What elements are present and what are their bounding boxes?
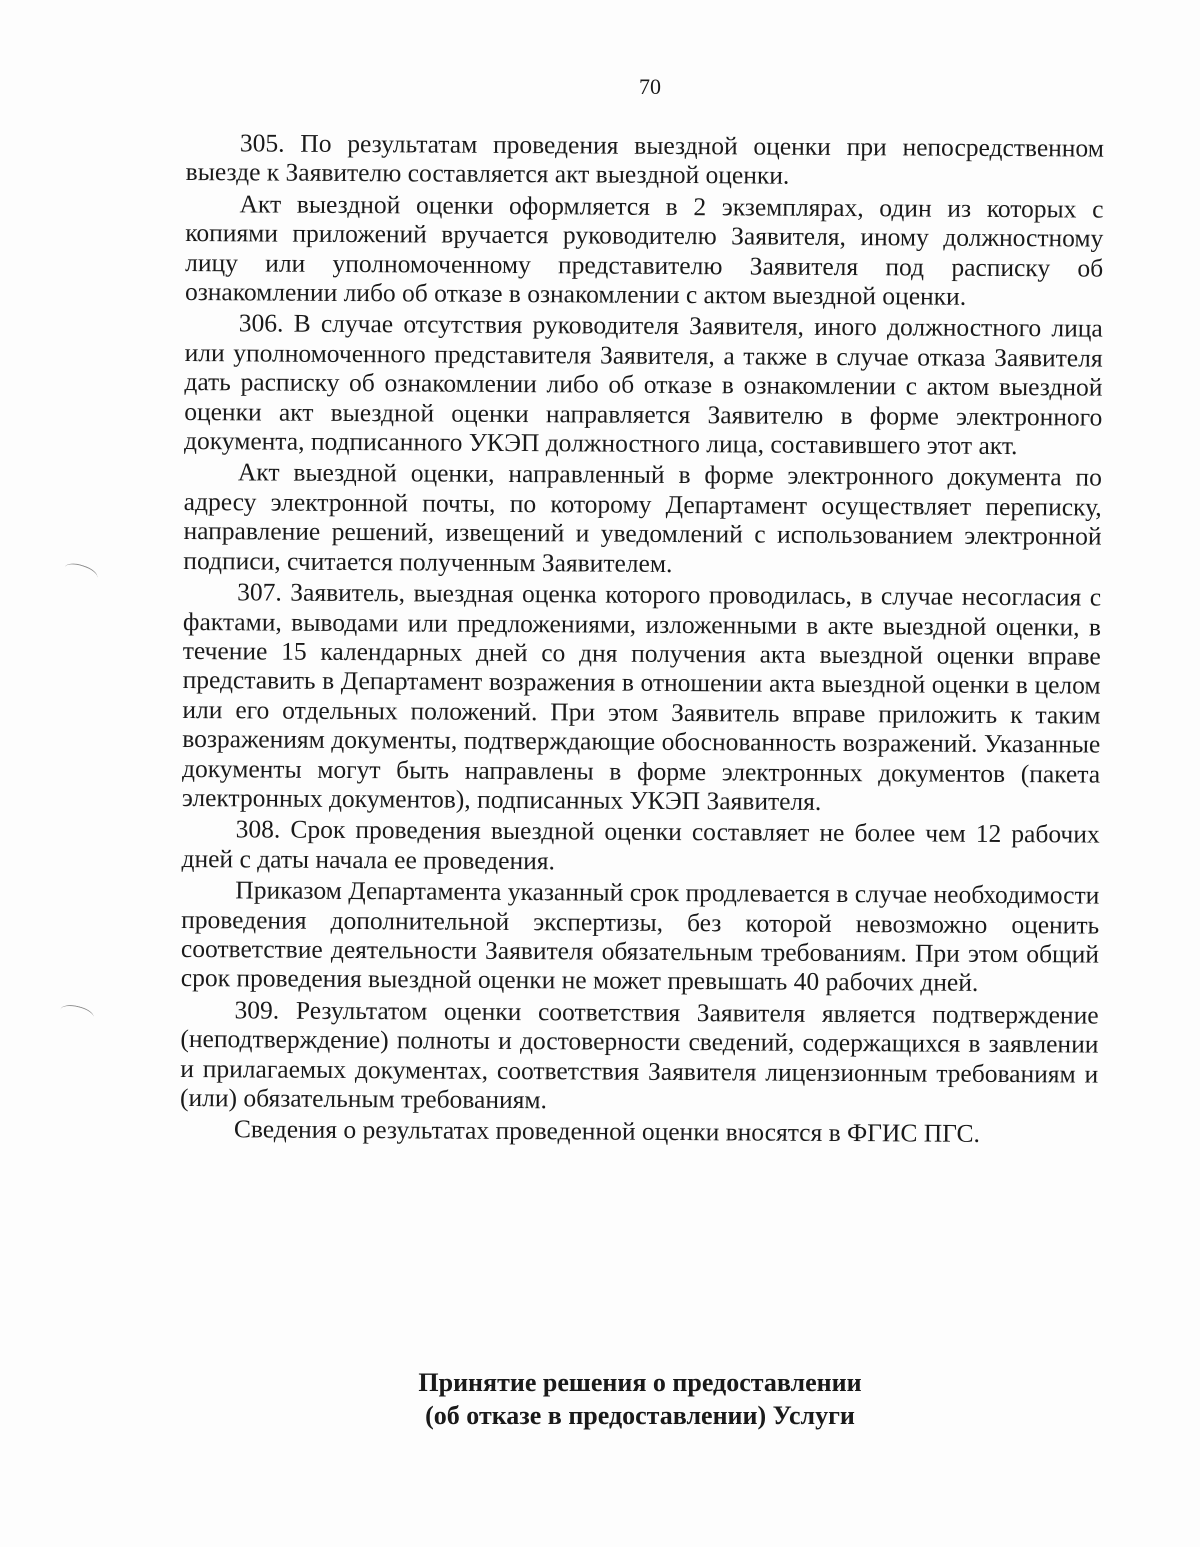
scan-artifact bbox=[59, 1002, 96, 1025]
paragraph-309: 309. Результатом оценки соответствия Заявителя является подтверждение (неподтверждение) полноты и достоверности сведений, содержащихся в заявлении и прилагаемых документах, соответствия Заявителя лицензионным требованиям и (или) обязательным требованиям. bbox=[179, 995, 1099, 1115]
paragraph-308-extension: Приказом Департамента указанный срок продлевается в случае необходимости проведения дополнительной экспертизы, без которой невозможно оценить соответствие деятельности Заявителя обязательным требованиям. При этом общий срок проведения выездной оценки не может превышать 40 рабочих дней. bbox=[180, 875, 1100, 998]
body-text bbox=[180, 128, 1104, 1151]
paragraph-309-fgis: Сведения о результатах проведенной оценки вносятся в ФГИС ПГС. bbox=[233, 1114, 981, 1149]
paragraph-305: 305. По результатам проведения выездной оценки при непосредственном выезде к Заявителю составляется акт выездной оценки. bbox=[185, 128, 1104, 191]
section-heading-line-2: (об отказе в предоставлении) Услуги bbox=[425, 1401, 855, 1430]
scan-artifact bbox=[63, 560, 100, 585]
paragraph-308: 308. Срок проведения выездной оценки составляет не более чем 12 рабочих дней с даты начала ее проведения. bbox=[181, 814, 1100, 876]
section-heading bbox=[380, 1366, 900, 1432]
paragraph-305-act: Акт выездной оценки оформляется в 2 экземплярах, один из которых с копиями приложений вручается руководителю Заявителя, иному должностному лицу или уполномоченному представителю Заявителя под расписку об ознакомлении либо об отказе в ознакомлении с актом выездной оценки. bbox=[184, 189, 1104, 311]
page-number: 70 bbox=[639, 74, 661, 99]
paragraph-306: 306. В случае отсутствия руководителя Заявителя, иного должностного лица или уполномоченного представителя Заявителя, а также в случае отказа Заявителя дать расписку об ознакомлении либо об отказе в ознакомлении с актом выездной оценки акт выездной оценки направляется Заявителю в форме электронного документа, подписанного УКЭП должностного лица, составившего этот акт. bbox=[184, 308, 1103, 461]
section-heading-line-1: Принятие решения о предоставлении bbox=[418, 1368, 862, 1397]
paragraph-307: 307. Заявитель, выездная оценка которого проводилась, в случае несогласия с фактами, выводами или предложениями, изложенными в акте выездной оценки, в течение 15 календарных дней со дня получения акта выездной оценки вправе представить в Департамент возражения в отношении акта выездной оценки в целом или его отдельных положений. При этом Заявитель вправе приложить к таким возражениям документы, подтверждающие обоснованность возражений. Указанные документы могут быть направлены в форме электронных документов (пакета электронных документов), подписанных УКЭП Заявителя. bbox=[181, 577, 1102, 816]
paragraph-306-electronic: Акт выездной оценки, направленный в форме электронного документа по адресу электронной почты, по которому Департамент осуществляет переписку, направление решений, извещений и уведомлений с использованием электронной подписи, считается полученным Заявителем. bbox=[183, 457, 1102, 578]
